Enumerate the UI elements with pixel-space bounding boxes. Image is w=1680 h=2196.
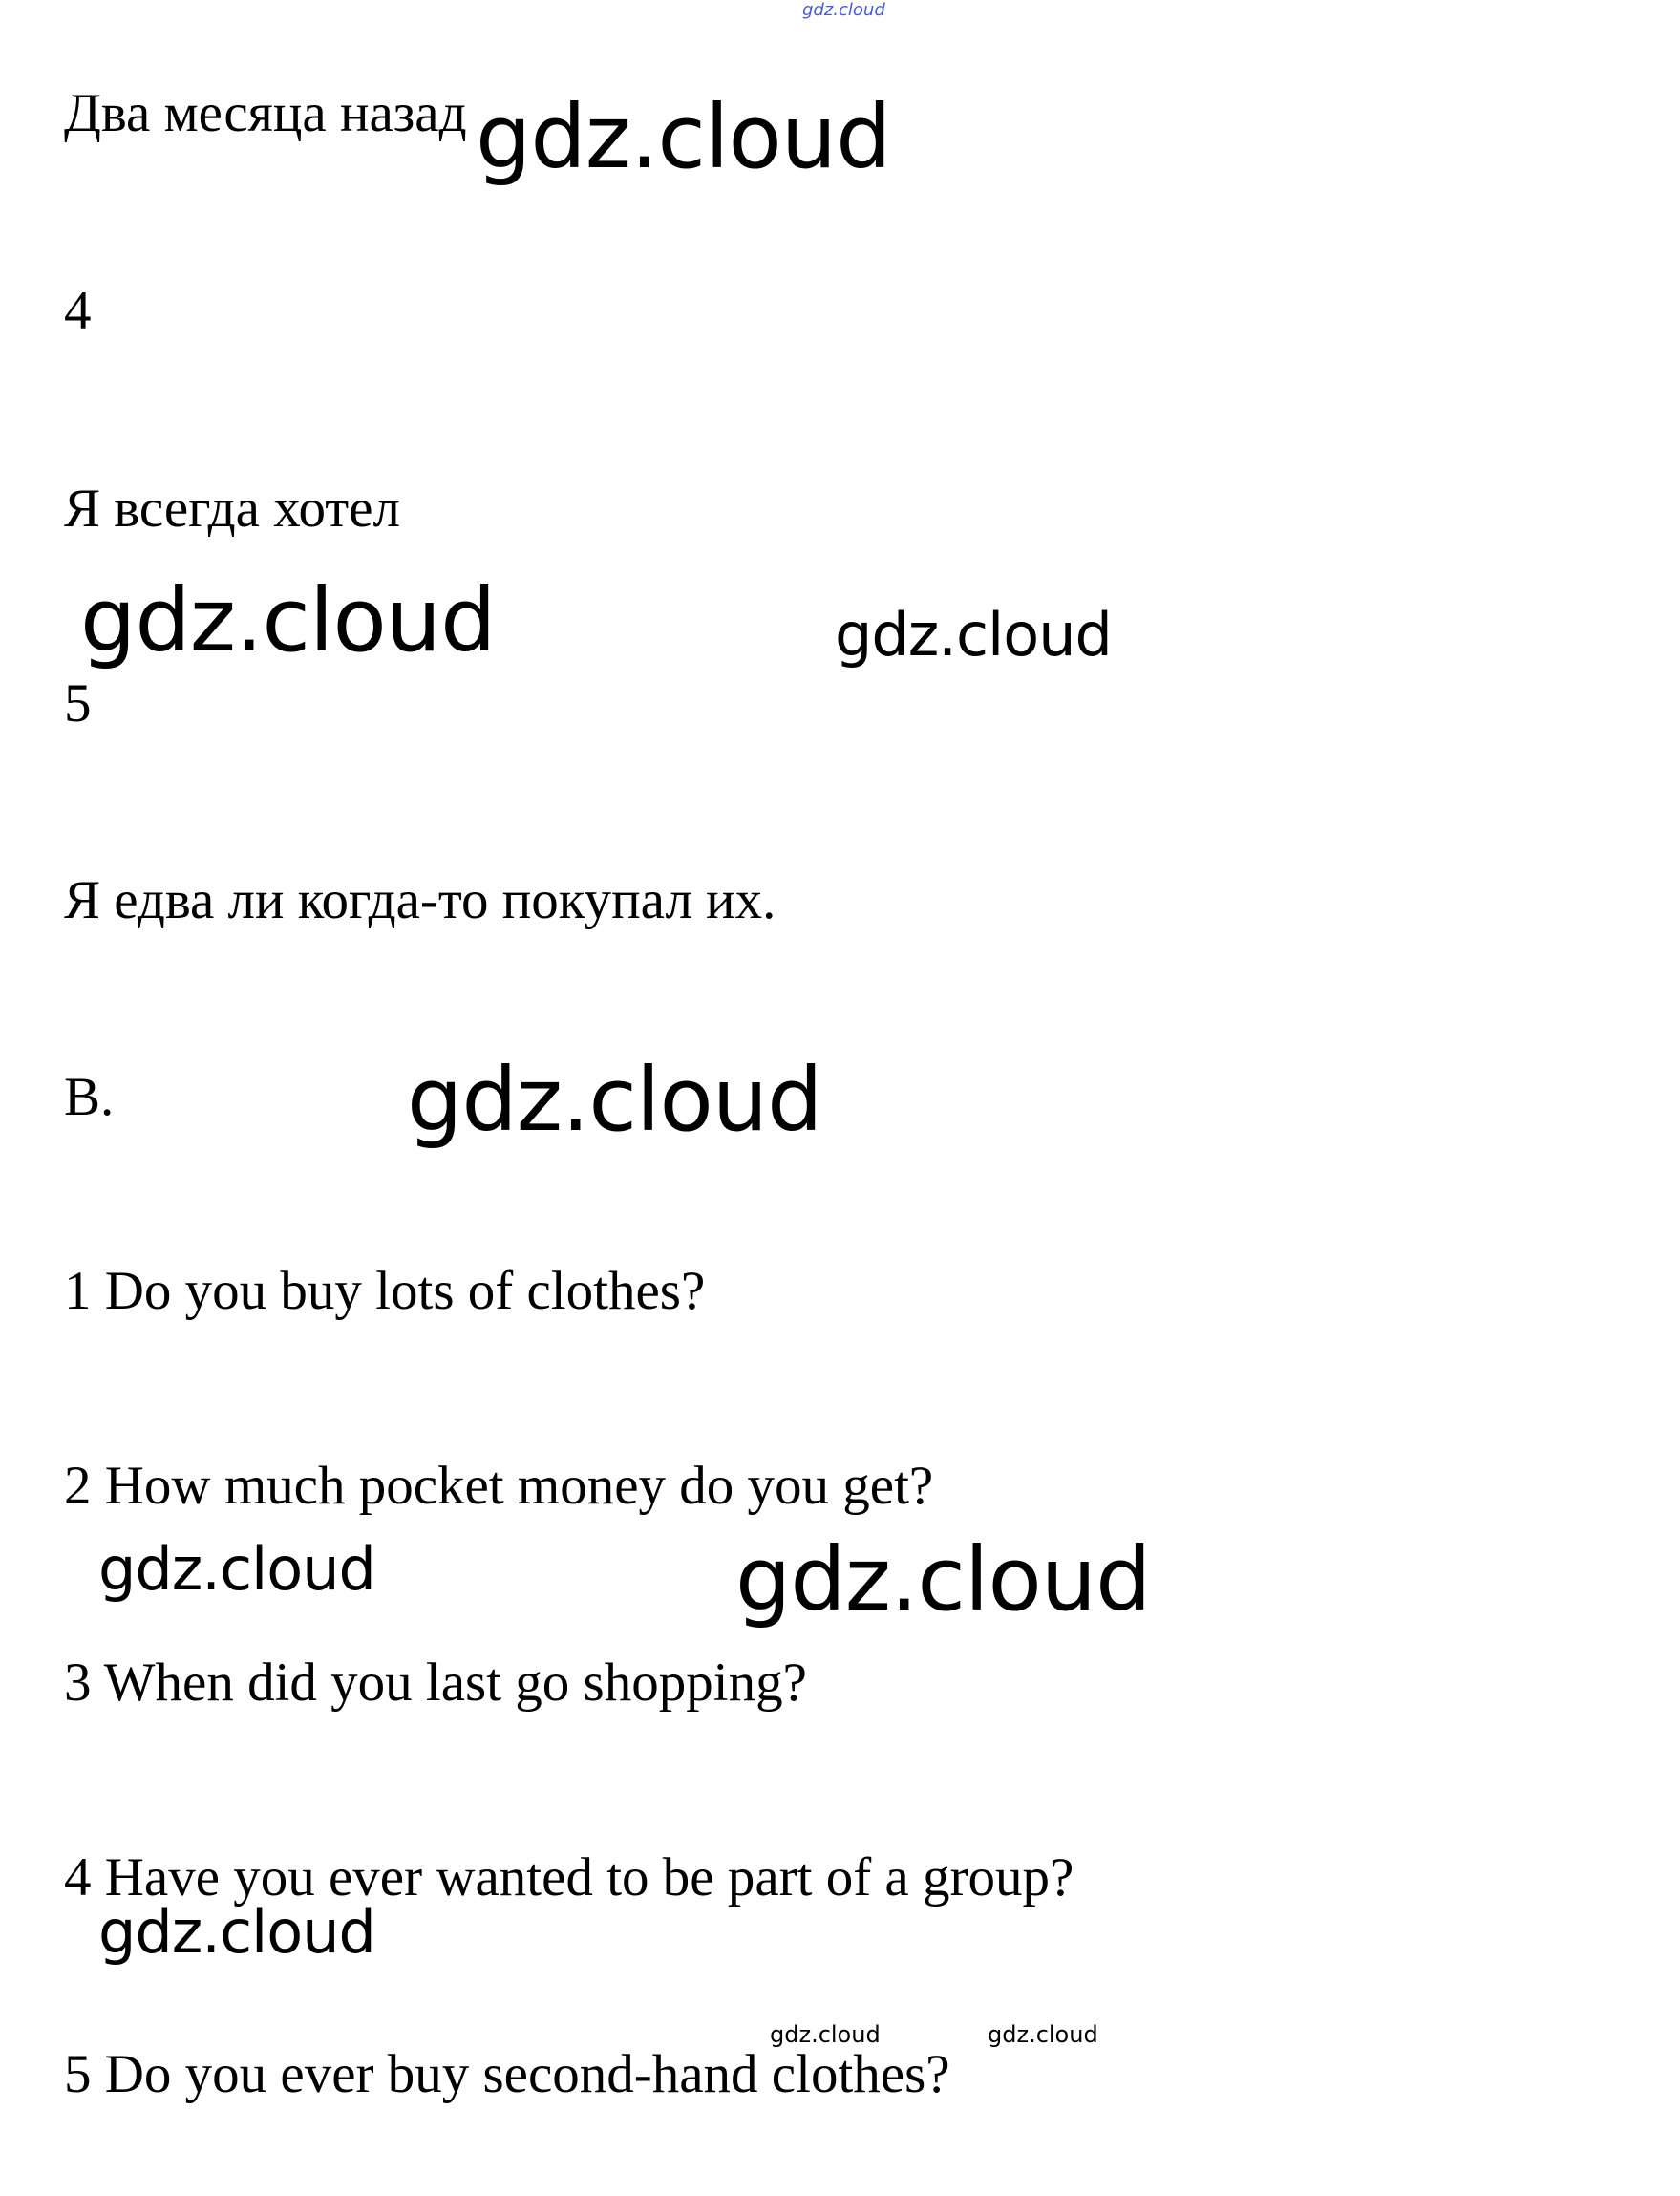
- watermark: gdz.cloud: [98, 1534, 375, 1604]
- text-line-6: B.: [64, 1067, 115, 1127]
- watermark: gdz.cloud: [407, 1049, 822, 1151]
- text-line-11: 5 Do you ever buy second-hand clothes?: [64, 2044, 950, 2104]
- watermark: gdz.cloud: [476, 86, 891, 188]
- watermark: gdz.cloud: [988, 2021, 1098, 2048]
- text-line-4: 5: [64, 673, 92, 734]
- text-line-9: 3 When did you last go shopping?: [64, 1652, 807, 1713]
- text-line-5: Я едва ли когда-то покупал их.: [64, 870, 776, 930]
- text-line-1: Два месяца назад: [64, 83, 467, 143]
- text-line-7: 1 Do you buy lots of clothes?: [64, 1261, 706, 1321]
- watermark: gdz.cloud: [835, 600, 1112, 670]
- text-line-3: Я всегда хотел: [64, 479, 400, 539]
- watermark: gdz.cloud: [735, 1528, 1151, 1631]
- watermark: gdz.cloud: [80, 569, 496, 672]
- watermark: gdz.cloud: [770, 2021, 881, 2048]
- watermark-top: gdz.cloud: [802, 0, 885, 20]
- text-line-10: 4 Have you ever wanted to be part of a group?: [64, 1847, 1074, 1908]
- text-line-8: 2 How much pocket money do you get?: [64, 1456, 934, 1516]
- text-line-2: 4: [64, 281, 92, 341]
- watermark: gdz.cloud: [98, 1897, 375, 1967]
